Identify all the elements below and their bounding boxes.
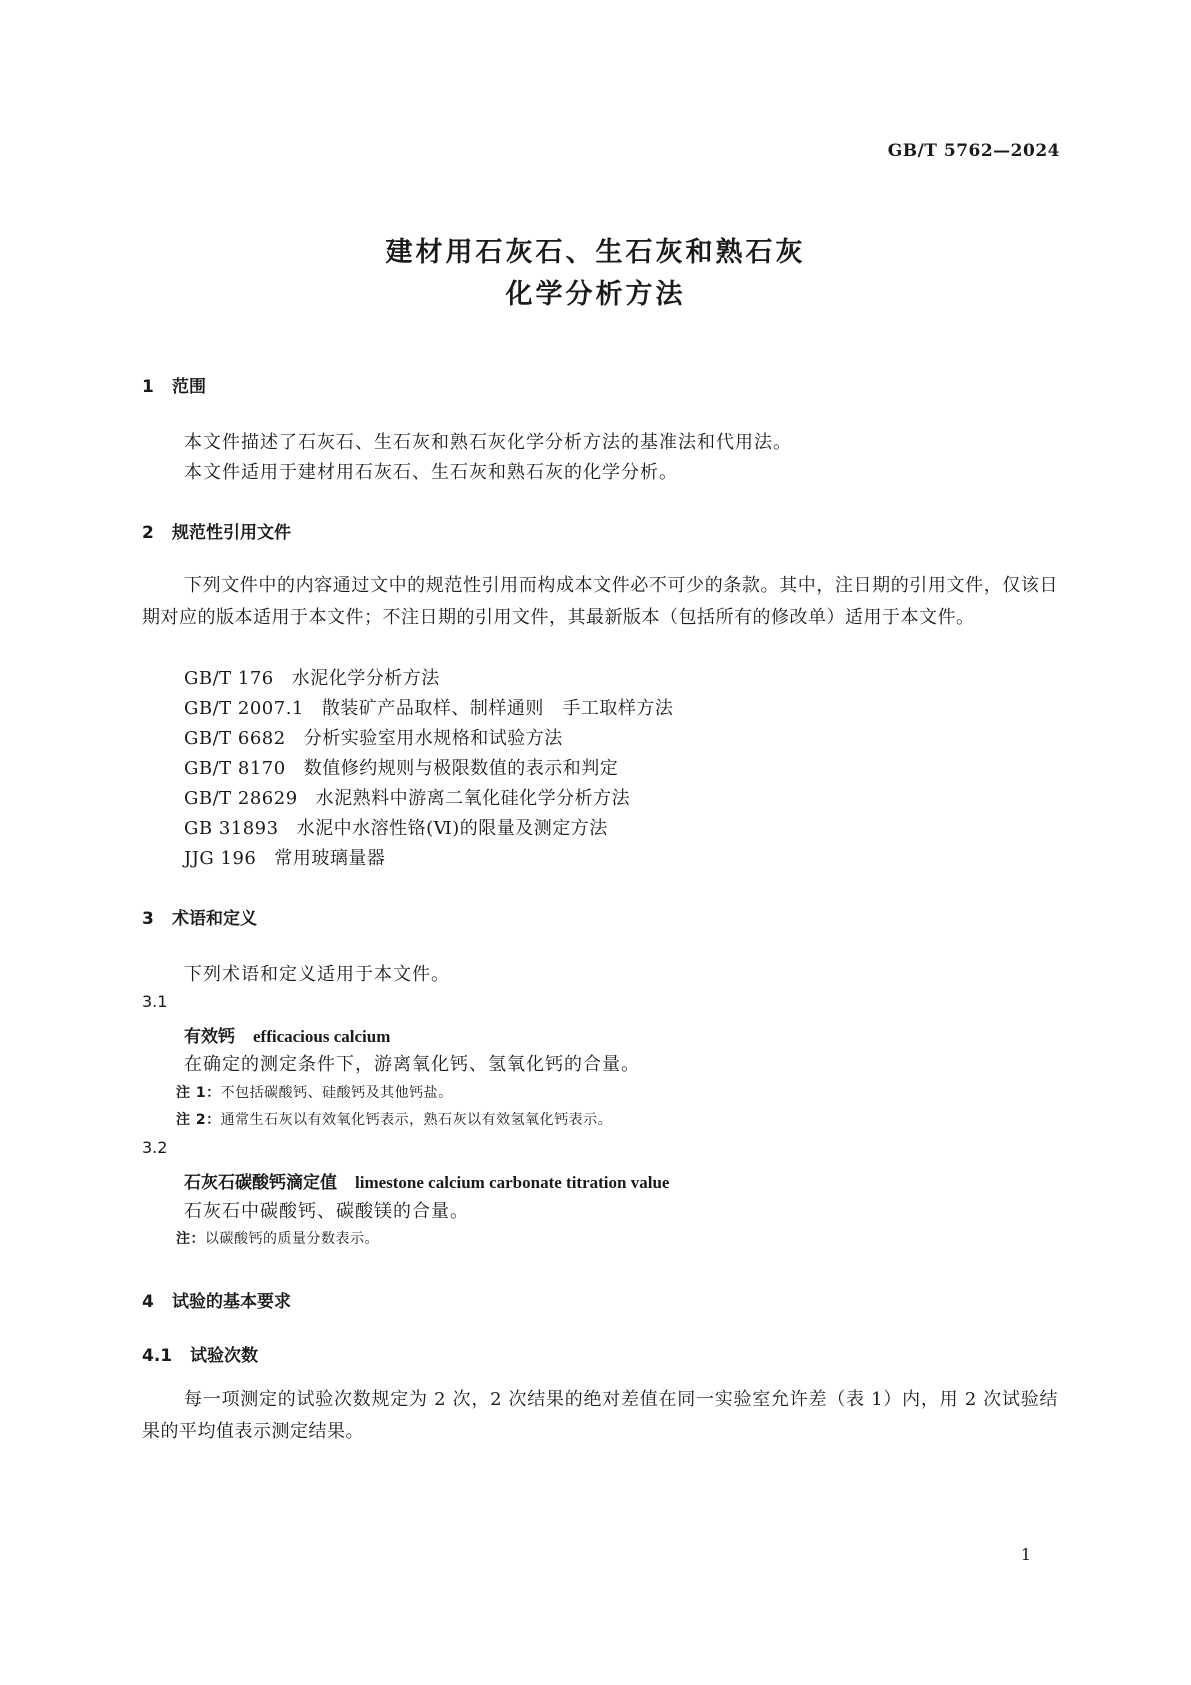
term-note [176, 1109, 612, 1129]
term-note [176, 1082, 453, 1102]
term-definition: 在确定的测定条件下，游离氧化钙、氢氧化钙的合量。 [184, 1054, 640, 1075]
reference-item [184, 754, 618, 780]
references-intro-paragraph: 下列文件中的内容通过文中的规范性引用而构成本文件必不可少的条款。其中，注日期的引用文件，仅该日期对应的版本适用于本文件；不注日期的引用文件，其最新版本（包括所有的修改单）适用于本文件。 [142, 575, 1058, 628]
note-text: 通常生石灰以有效氧化钙表示，熟石灰以有效氢氧化钙表示。 [220, 1112, 613, 1128]
subsection-4-1-heading [142, 1341, 258, 1366]
reference-code: GB/T 176 [184, 668, 274, 689]
reference-code: GB/T 8170 [184, 758, 286, 779]
section-2-heading [142, 518, 291, 543]
scope-paragraph-1: 本文件描述了石灰石、生石灰和熟石灰化学分析方法的基准法和代用法。 [184, 432, 792, 453]
subsection-title: 试验次数 [190, 1346, 258, 1366]
section-number: 1 [142, 377, 154, 397]
reference-title: 水泥中水溶性铬(Ⅵ)的限量及测定方法 [296, 818, 608, 839]
term-chinese: 有效钙 [184, 1027, 235, 1047]
note-text: 不包括碳酸钙、硅酸钙及其他钙盐。 [220, 1085, 453, 1101]
reference-item [184, 814, 608, 840]
subsection-number: 4.1 [142, 1346, 173, 1366]
term-note [176, 1228, 379, 1248]
reference-title: 常用玻璃量器 [274, 848, 386, 869]
term-number: 3.1 [142, 992, 168, 1011]
standard-number: GB/T 5762—2024 [887, 141, 1060, 161]
scope-paragraph-2: 本文件适用于建材用石灰石、生石灰和熟石灰的化学分析。 [184, 462, 678, 483]
section-number: 3 [142, 909, 154, 929]
reference-code: GB/T 6682 [184, 728, 286, 749]
document-title-line2: 化学分析方法 [505, 279, 686, 310]
terms-intro: 下列术语和定义适用于本文件。 [184, 964, 450, 985]
reference-title: 分析实验室用水规格和试验方法 [303, 728, 563, 749]
note-label: 注 2： [176, 1112, 221, 1128]
reference-item [184, 844, 385, 870]
term-english: limestone calcium carbonate titration value [355, 1173, 670, 1192]
section-title: 规范性引用文件 [172, 523, 291, 543]
document-title-line1: 建材用石灰石、生石灰和熟石灰 [385, 237, 806, 268]
section-4-heading [142, 1287, 291, 1312]
section-title: 试验的基本要求 [172, 1292, 291, 1312]
term-heading [184, 1168, 669, 1193]
reference-item [184, 664, 440, 690]
term-number: 3.2 [142, 1138, 168, 1157]
note-label: 注： [176, 1231, 205, 1247]
note-label: 注 1： [176, 1085, 221, 1101]
section-number: 2 [142, 523, 154, 543]
reference-item [184, 694, 673, 720]
reference-code: GB/T 2007.1 [184, 698, 304, 719]
reference-code: GB/T 28629 [184, 788, 298, 809]
term-definition: 石灰石中碳酸钙、碳酸镁的合量。 [184, 1201, 469, 1222]
reference-item [184, 724, 563, 750]
reference-code: JJG 196 [184, 848, 257, 869]
reference-item [184, 784, 630, 810]
section-1-heading [142, 372, 206, 397]
section-title: 术语和定义 [172, 909, 257, 929]
reference-title: 水泥化学分析方法 [291, 668, 440, 689]
section-title: 范围 [172, 377, 206, 397]
page-number: 1 [1020, 1545, 1031, 1564]
test-count-paragraph: 每一项测定的试验次数规定为 2 次，2 次结果的绝对差值在同一实验室允许差（表 1）内，用 2 次试验结果的平均值表示测定结果。 [142, 1389, 1058, 1442]
note-text: 以碳酸钙的质量分数表示。 [205, 1231, 379, 1247]
section-number: 4 [142, 1292, 154, 1312]
reference-code: GB 31893 [184, 818, 279, 839]
term-english: efficacious calcium [253, 1027, 391, 1046]
term-chinese: 石灰石碳酸钙滴定值 [184, 1173, 337, 1193]
section-3-heading [142, 904, 257, 929]
reference-title: 数值修约规则与极限数值的表示和判定 [303, 758, 619, 779]
reference-title: 水泥熟料中游离二氧化硅化学分析方法 [315, 788, 631, 809]
reference-title: 散装矿产品取样、制样通则 手工取样方法 [321, 698, 674, 719]
term-heading [184, 1022, 390, 1047]
